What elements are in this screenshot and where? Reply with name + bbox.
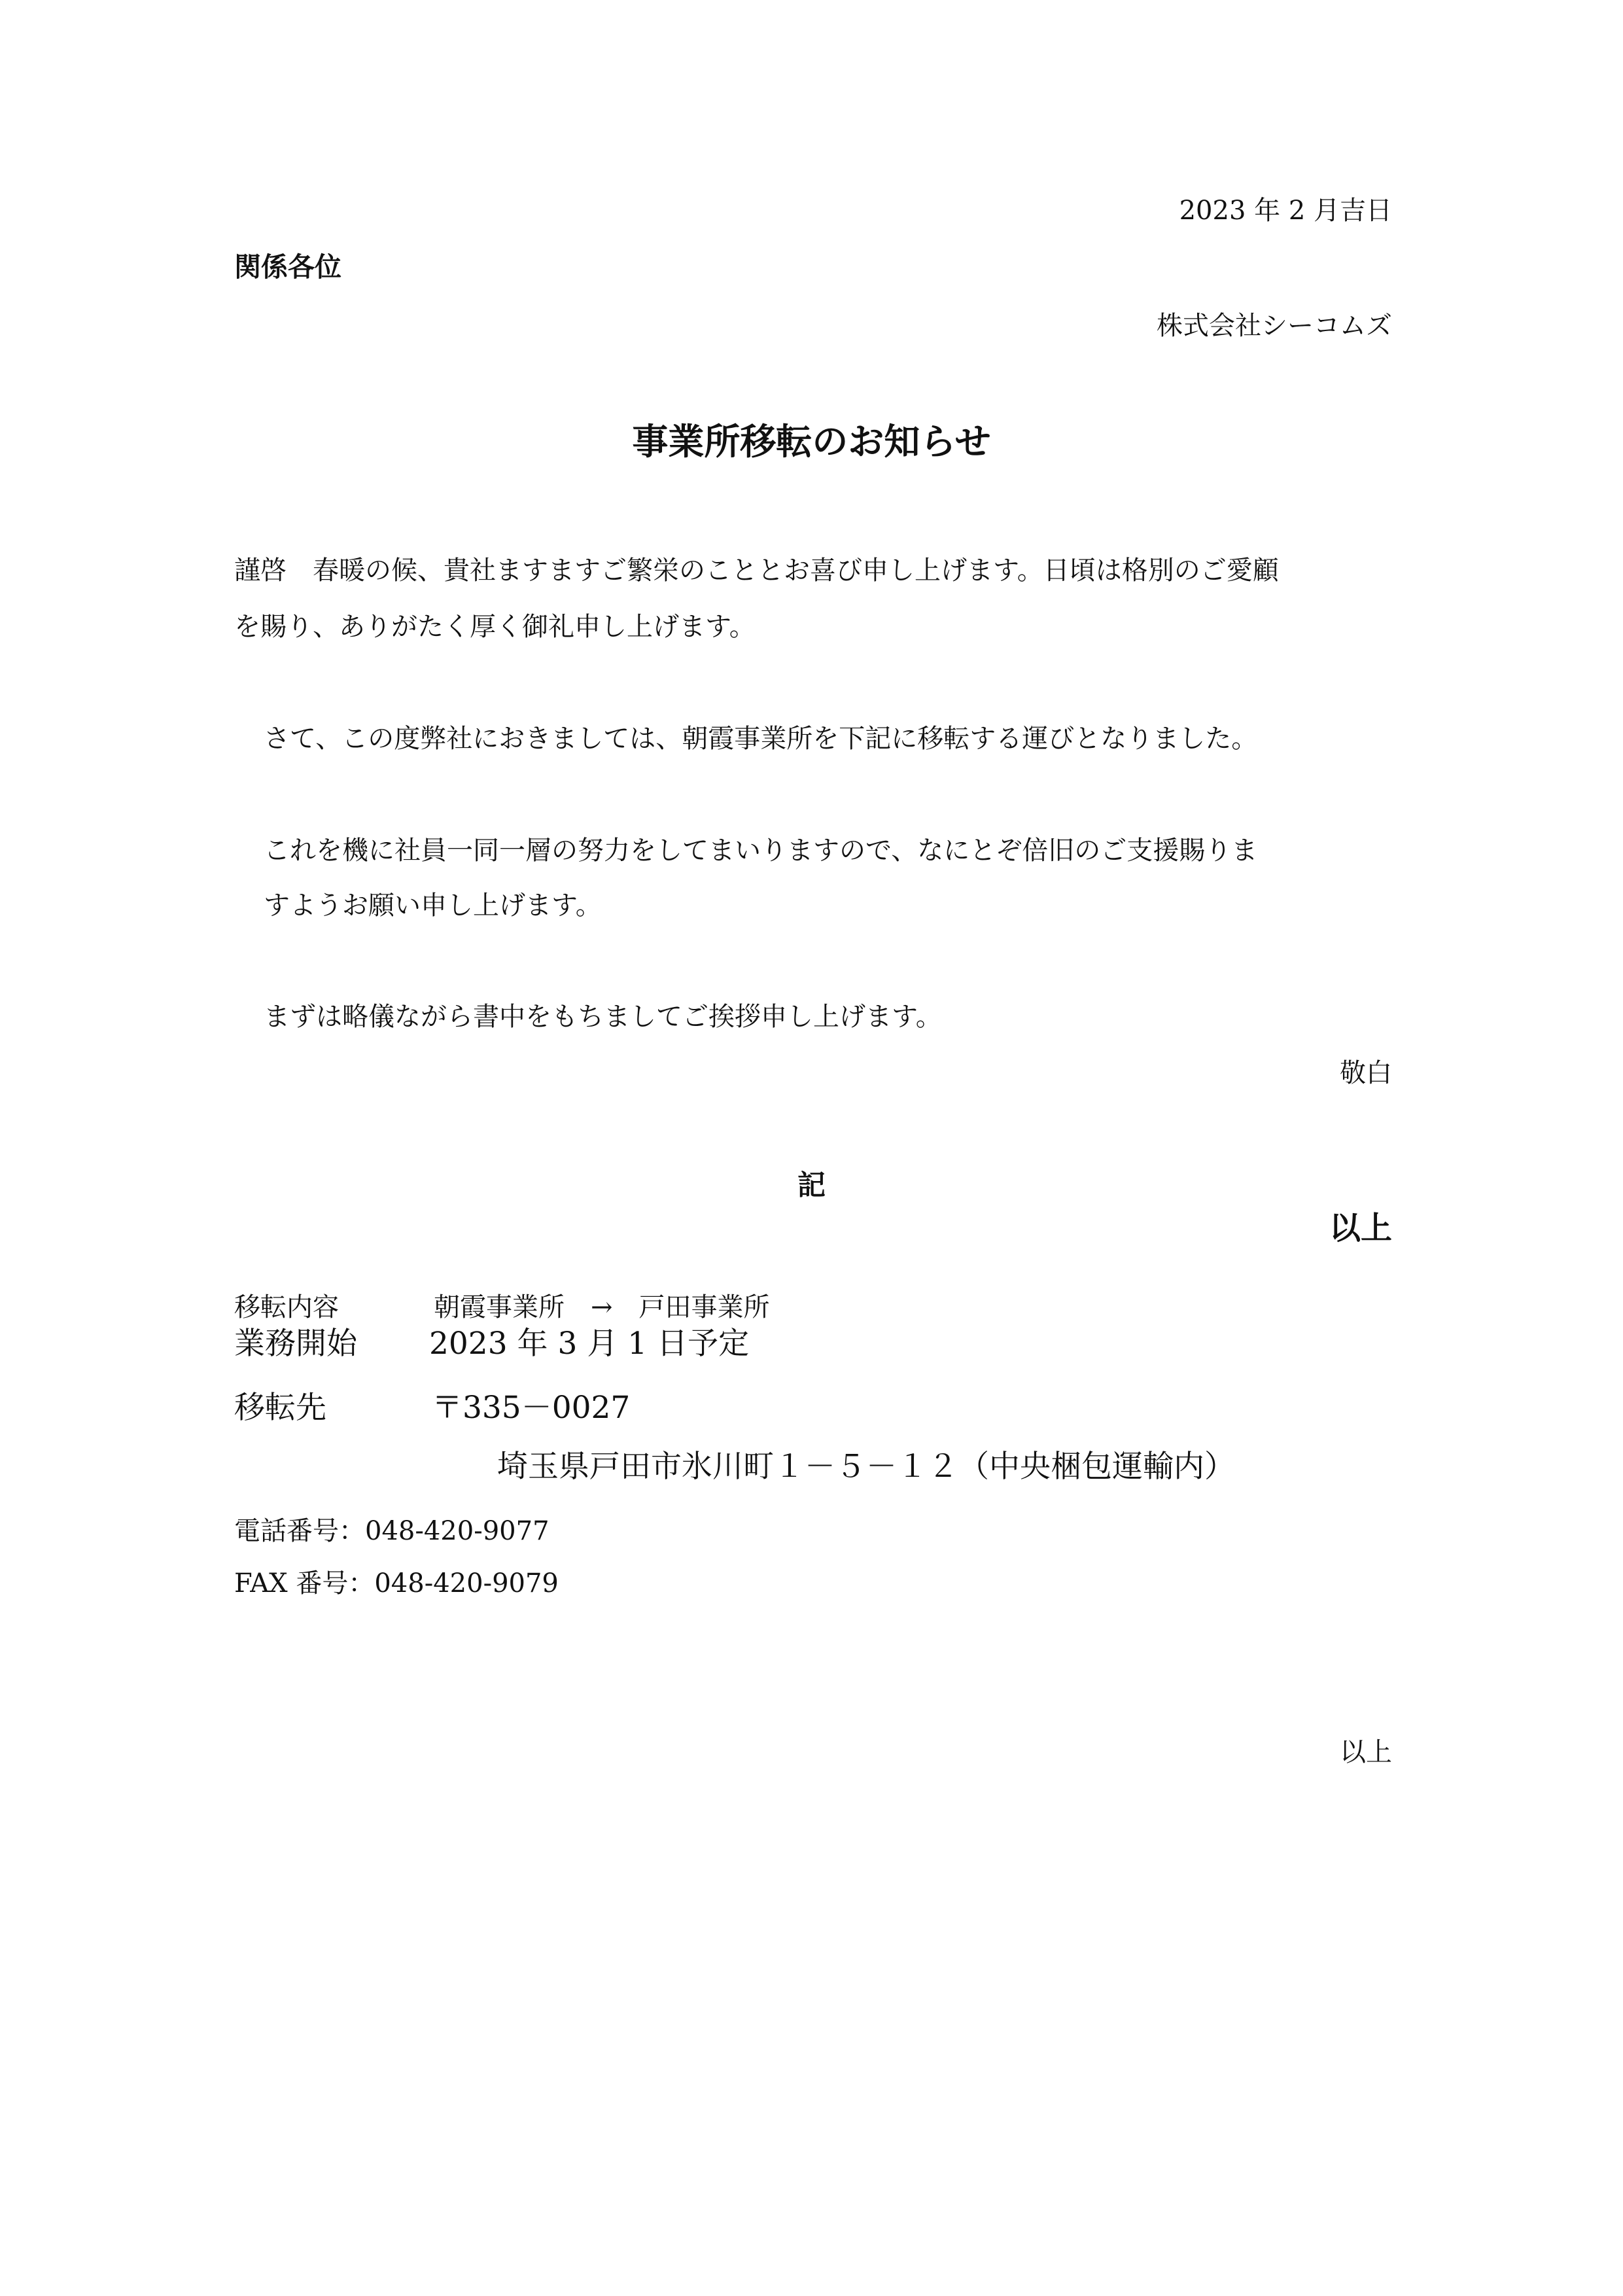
document-title: 事業所移転のお知らせ xyxy=(632,421,991,463)
end-mark-top: 以上 xyxy=(1329,1210,1392,1246)
document-date: 2023 年 2 月吉日 xyxy=(1179,196,1392,226)
start-label: 業務開始 xyxy=(234,1326,357,1362)
greeting-line-2: を賜り、ありがたく厚く御礼申し上げます。 xyxy=(234,612,756,642)
start-value: 2023 年 3 月 1 日予定 xyxy=(429,1326,750,1362)
destination-label: 移転先 xyxy=(234,1390,326,1426)
paragraph-commitment-line-1: これを機に社員一同一層の努力をしてまいりますので、なにとぞ倍旧のご支援賜りま xyxy=(264,836,1258,866)
paragraph-relocation: さて、この度弊社におきましては、朝霞事業所を下記に移転する運びとなりました。 xyxy=(264,724,1258,754)
recipient-line: 関係各位 xyxy=(234,251,341,283)
paragraph-closing-greeting: まずは略儀ながら書中をもちましてご挨拶申し上げます。 xyxy=(264,1002,942,1032)
closing-word: 敬白 xyxy=(1340,1058,1392,1088)
paragraph-commitment-line-2: すようお願い申し上げます。 xyxy=(264,891,602,921)
record-heading: 記 xyxy=(797,1169,826,1202)
phone-number: 電話番号：048-420-9077 xyxy=(234,1516,550,1546)
fax-number: FAX 番号：048-420-9079 xyxy=(234,1568,559,1598)
greeting-line-1: 謹啓 春暖の候、貴社ますますご繁栄のこととお喜び申し上げます。日頃は格別のご愛顧 xyxy=(234,556,1279,586)
move-value: 朝霞事業所 → 戸田事業所 xyxy=(434,1292,770,1322)
destination-address: 埼玉県戸田市氷川町１－５－１２（中央梱包運輸内） xyxy=(497,1449,1235,1485)
sender-company: 株式会社シーコムズ xyxy=(1157,311,1392,341)
postal-code: 〒335－0027 xyxy=(432,1390,631,1426)
move-label: 移転内容 xyxy=(234,1292,339,1322)
end-mark-bottom: 以上 xyxy=(1340,1737,1392,1767)
